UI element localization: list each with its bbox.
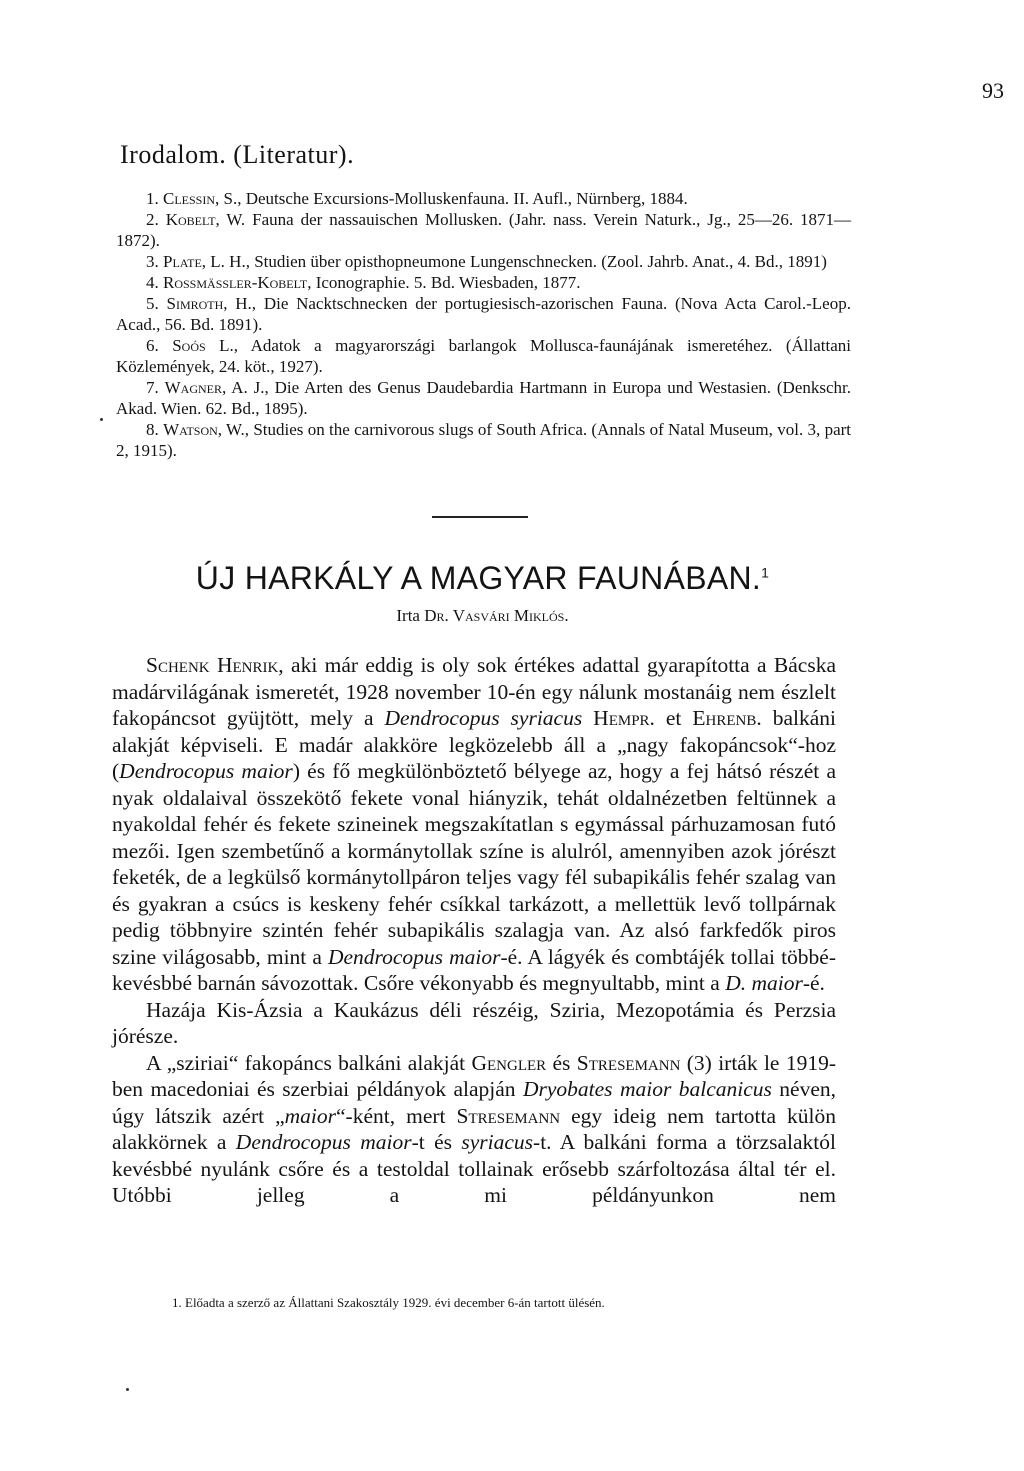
reference-item: 6. Soós L., Adatok a magyarországi barlangok Mollusca-faunájának ismeretéhez. (Állattani Közlemények, 24. köt., 1927). [116,336,852,376]
reference-author: Wagner, A. J., [164,378,269,397]
reference-item: 2. Kobelt, W. Fauna der nassauischen Mollusken. (Jahr. nass. Verein Naturk., Jg., 25—26. 1871—1872). [116,210,852,250]
stray-dot [100,418,103,421]
byline-author: Dr. Vasvári Miklós. [424,606,569,625]
reference-item: 4. Rossmässler-Kobelt, Iconographie. 5. Bd. Wiesbaden, 1877. [146,273,581,292]
article-body [112,652,836,1209]
page-number: 93 [982,78,1004,103]
reference-author: Watson, W., [163,420,250,439]
article-title: ÚJ HARKÁLY A MAGYAR FAUNÁBAN.$^1$ [195,560,770,596]
reference-item: 7. Wagner, A. J., Die Arten des Genus Daudebardia Hartmann in Europa und Westasien. (Denkschr. Akad. Wien. 62. Bd., 1895). [116,378,852,418]
reference-author: Plate, L. H., [163,252,250,271]
footnote-mark: 1 [761,564,770,581]
section-divider [432,516,528,518]
body-paragraph: Schenk Henrik, aki már eddig is oly sok értékes adattal gyarapította a Bácska madárvilágának ismeretét, 1928 november 10-én egy nálunk mostanáig nem észlelt fakopáncsot gyüjtött, mely a Dendrocopus syriacus Hempr. et Ehrenb. balkáni alakját képviseli. E madár alakköre legközelebb áll a „nagy fakopáncsok“-hoz (Dendrocopus maior) és fő megkülönböztető bélyege az, hogy a fej hátsó részét a nyak oldalaival összekötő fekete vonal hiányzik, tehát oldalnézetben feltünnek a nyakoldal fehér és fekete szineinek megszakítatlan s egymással párhuzamosan futó mezői. Igen szembetűnő a kormánytollak színe is alulról, amennyiben azok jórészt feketék, de a legkülső kormánytollpáron teljes vagy fél subapikális fehér szalag van és gyakran a csúcs is keskeny fehér csíkkal tarkázott, a mellettük levő tollpárnak pedig többnyire szintén fehér subapikális szalagja van. Az alsó farkfedők piros szine világosabb, mint a Dendrocopus maior-é. A lágyék és combtájék tollai többé-kevésbbé barnán sávozottak. Csőre vékonyabb és megnyultabb, mint a D. maior-é. [112,653,836,995]
stray-dot [126,1388,129,1391]
reference-item: 3. Plate, L. H., Studien über opisthopneumone Lungenschnecken. (Zool. Jahrb. Anat., 4. Bd., 1891) [146,252,827,271]
reference-author: Soós L., [172,336,239,355]
reference-author: Clessin, S., [163,189,242,208]
footnote: 1. Előadta a szerző az Állattani Szakosztály 1929. évi december 6-án tartott ülésén. [172,1295,605,1310]
reference-author: Kobelt, W. [165,210,246,229]
byline: Irta Dr. Vasvári Miklós. [396,606,569,625]
reference-item: 1. Clessin, S., Deutsche Excursions-Molluskenfauna. II. Aufl., Nürnberg, 1884. [146,189,688,208]
reference-author: Simroth, H., [166,294,257,313]
reference-list [116,188,851,461]
literature-heading: Irodalom. (Literatur). [120,140,355,169]
body-paragraph: A „sziriai“ fakopáncs balkáni alakját Gengler és Stresemann (3) irták le 1919-ben macedoniai és szerbiai példányok alapján Dryobates maior balcanicus néven, úgy látszik azért „maior“-ként, mert Stresemann egy ideig nem tartotta külön alakkörnek a Dendrocopus maior-t és syriacus-t. A balkáni forma a törzsalaktól kevésbbé nyulánk csőre és a testoldal tollainak erősebb szárfoltozása által tér el. Utóbbi jelleg a mi példányunkon nem [112,1050,837,1207]
body-paragraph: Hazája Kis-Ázsia a Kaukázus déli részéig, Sziria, Mezopotámia és Perzsia jórésze. [112,997,836,1048]
reference-author: Rossmässler-Kobelt, [163,273,312,292]
reference-item: 5. Simroth, H., Die Nacktschnecken der portugiesisch-azorischen Fauna. (Nova Acta Carol.-Leop. Acad., 56. Bd. 1891). [116,294,851,334]
reference-item: 8. Watson, W., Studies on the carnivorous slugs of South Africa. (Annals of Natal Museum, vol. 3, part 2, 1915). [116,420,851,460]
